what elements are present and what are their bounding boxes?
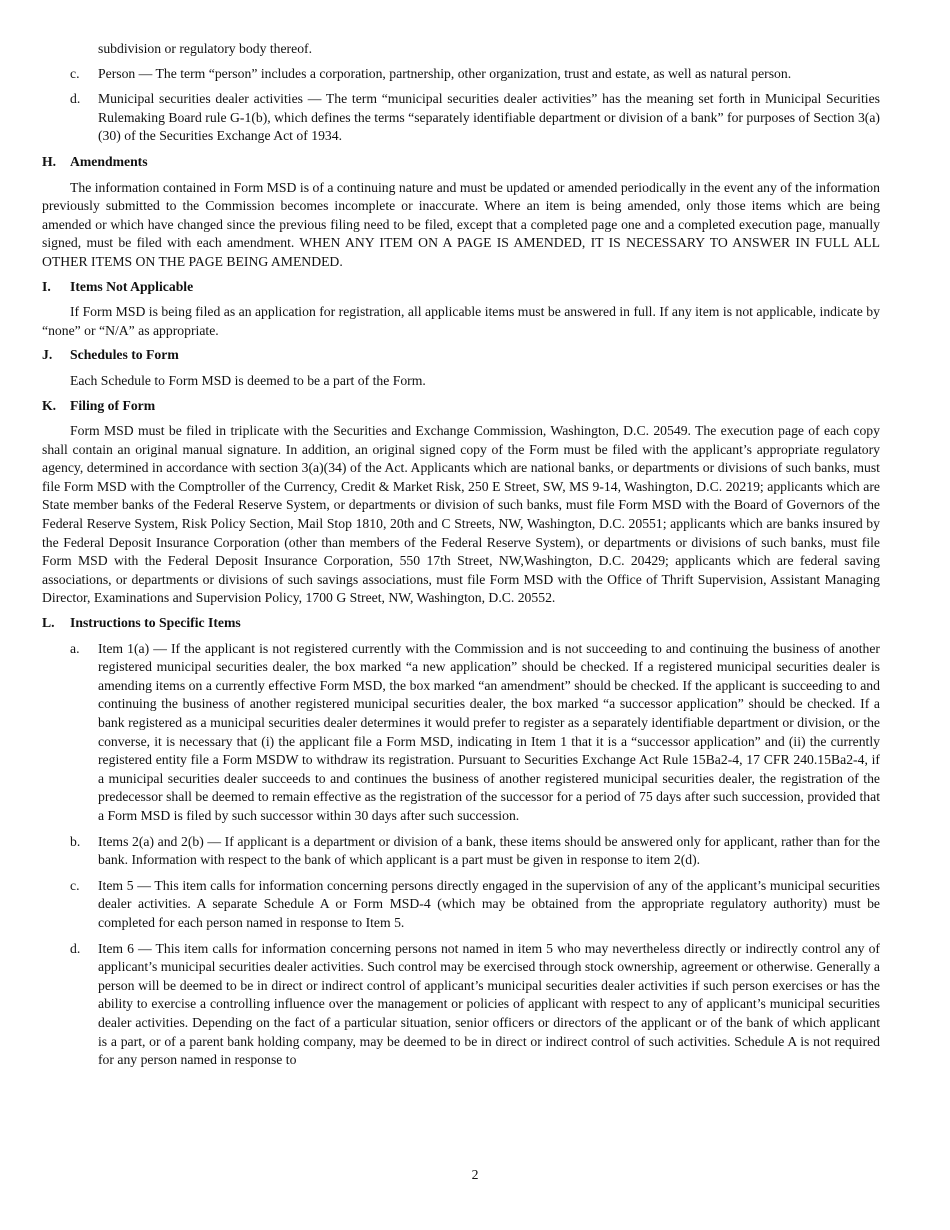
- section-heading-amendments: [42, 153, 880, 172]
- item-letter: b.: [70, 833, 81, 849]
- item-letter: a.: [70, 640, 80, 656]
- definition-item: [42, 90, 880, 146]
- section-heading-items-not-applicable: [42, 278, 880, 297]
- section-letter: L.: [42, 615, 55, 631]
- section-heading-instructions: [42, 614, 880, 633]
- section-heading-filing: [42, 397, 880, 416]
- instruction-item: [42, 940, 880, 1070]
- item-text: Item 1(a) — If the applicant is not registered currently with the Commission and is not succeeding to and continuing the business of another registered municipal securities dealer, the box marked “a new application” should be checked. If a registered municipal securities dealer is amending items on a currently effective Form MSD, the box marked “an amendment” should be checked. If the applicant is succeeding to and continuing the business of another registered municipal securities dealer, the box marked “a successor application” should be checked. If a bank registered as a municipal securities dealer determines it would prefer to register as a separately identifiable department or division, or the converse, it is necessary that (i) the applicant file a Form MSD, indicating in Item 1 that it is a “successor application” and (ii) the currently registered entity file a Form MSDW to withdraw its registration. Pursuant to Securities Exchange Act Rule 15Ba2-4, 17 CFR 240.15Ba2-4, if a municipal securities dealer succeeds to and continues the business of another registered municipal securities dealer, the registration of the predecessor shall be deemed to remain effective as the registration of the successor for a period of 75 days after such succession, provided that a Form MSD is filed by such successor within 30 days after such succession.: [98, 640, 880, 823]
- section-title: Filing of Form: [70, 397, 156, 413]
- instruction-item: [42, 833, 880, 870]
- item-letter: c.: [70, 65, 80, 81]
- item-letter: d.: [70, 940, 81, 956]
- item-text: Item 6 — This item calls for information concerning persons not named in item 5 who may nevertheless directly or indirectly control any of applicant’s municipal securities dealer activities. Such control may be exercised through stock ownership, agreement or otherwise. Generally a person will be deemed to be in direct or indirect control of applicant’s municipal securities dealer activities if such person exercises or has the ability to exercise a controlling influence over the management or policies of applicant with respect to any of applicant’s municipal securities dealer activities. Depending on the fact of a particular situation, senior officers or directors of the applicant or of the bank of which applicant is a part, or of a parent bank holding company, may be deemed to be in direct or indirect control of such activities. Schedule A is not required for any person named in response to: [98, 940, 880, 1068]
- section-letter: H.: [42, 153, 57, 169]
- section-letter: K.: [42, 397, 57, 413]
- item-text: Items 2(a) and 2(b) — If applicant is a department or division of a bank, these items should be answered only for applicant, rather than for the bank. Information with respect to the bank of which applicant is a part must be given in response to item 2(d).: [98, 833, 880, 868]
- section-title: Amendments: [70, 153, 148, 169]
- section-body-schedules: Each Schedule to Form MSD is deemed to be a part of the Form.: [70, 372, 426, 388]
- instruction-item: [42, 640, 880, 826]
- section-letter: I.: [42, 278, 51, 294]
- item-text: Municipal securities dealer activities — The term “municipal securities dealer activities” has the meaning set forth in Municipal Securities Rulemaking Board rule G-1(b), which defines the terms “separately identifiable department or division of a bank” for purposes of Section 3(a)(30) of the Securities Exchange Act of 1934.: [98, 91, 880, 144]
- item-text: Person — The term “person” includes a corporation, partnership, other organization, trust and estate, as well as natural person.: [98, 65, 792, 81]
- section-body-items-not-applicable: If Form MSD is being filed as an application for registration, all applicable items must be answered in full. If any item is not applicable, indicate by “none” or “N/A” as appropriate.: [42, 304, 880, 338]
- instruction-item: [42, 877, 880, 933]
- section-title: Instructions to Specific Items: [70, 615, 241, 631]
- section-heading-schedules: [42, 346, 880, 365]
- section-title: Items Not Applicable: [70, 278, 194, 294]
- section-body-filing: Form MSD must be filed in triplicate with the Securities and Exchange Commission, Washington, D.C. 20549. The execution page of each copy shall contain an original manual signature. In addition, an original signed copy of the Form must be filed with the applicant’s appropriate regulatory agency, determined in accordance with section 3(a)(34) of the Act. Applicants which are national banks, or departments or divisions of such banks, must file Form MSD with the Comptroller of the Currency, Credit & Market Risk, 250 E Street, SW, MS 9-14, Washington, D.C. 20219; applicants which are State member banks of the Federal Reserve System, or departments or division of such banks, must file Form MSD with the Board of Governors of the Federal Reserve System, Risk Policy Section, Mail Stop 1810, 20th and C Streets, NW, Washington, D.C. 20551; applicants which are banks insured by the Federal Deposit Insurance Corporation (other than members of the Federal Reserve System), or departments or divisions of such banks, must file Form MSD with the Federal Deposit Insurance Corporation, 550 17th Street, NW,Washington, D.C. 20429; applicants which are federal saving associations, or departments or divisions of such savings associations, must file Form MSD with the Office of Thrift Supervision, Assistant Managing Director, Examinations and Supervision Policy, 1700 G Street, NW, Washington, D.C. 20552.: [42, 423, 880, 606]
- page-number: 2: [471, 1167, 479, 1182]
- item-letter: d.: [70, 91, 81, 107]
- item-text: Item 5 — This item calls for information concerning persons directly engaged in the supervision of any of the applicant’s municipal securities dealer activities. A separate Schedule A or Form MSD-4 (which may be obtained from the appropriate regulatory authority) must be completed for each person named in response to Item 5.: [98, 877, 880, 930]
- continuation-text: subdivision or regulatory body thereof.: [98, 41, 313, 56]
- definition-item: [42, 65, 880, 84]
- document-page: [42, 40, 880, 1077]
- section-title: Schedules to Form: [70, 347, 179, 363]
- section-letter: J.: [42, 347, 53, 363]
- item-letter: c.: [70, 877, 80, 893]
- section-body-amendments: The information contained in Form MSD is of a continuing nature and must be updated or amended periodically in the event any of the information previously submitted to the Commission becomes incomplete or inaccurate. Where an item is being amended, only those items which are being amended or which have changed since the previous filing need to be filed, except that a completed page one and a completed execution page, manually signed, must be filed with each amendment. WHEN ANY ITEM ON A PAGE IS AMENDED, IT IS NECESSARY TO ANSWER IN FULL ALL OTHER ITEMS ON THE PAGE BEING AMENDED.: [42, 179, 880, 269]
